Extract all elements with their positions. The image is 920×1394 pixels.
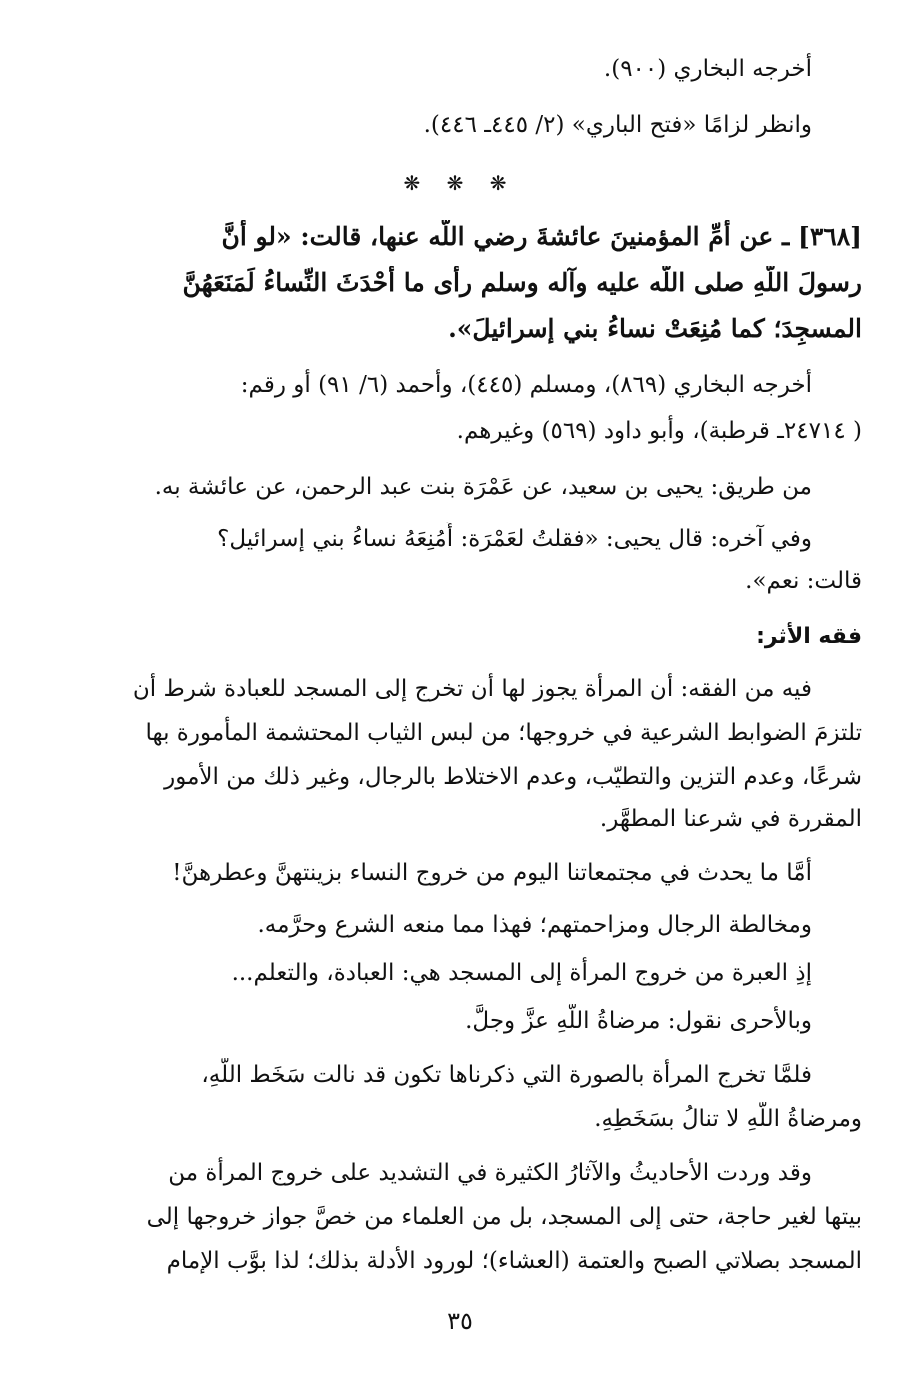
- paragraph-line: بيتها لغير حاجة، حتى إلى المسجد، بل من العلماء من خصَّ جواز خروجها إلى: [146, 1204, 862, 1230]
- paragraph-line: ومرضاةُ اللَّهِ لا تنالُ بسَخَطِهِ.: [594, 1106, 862, 1132]
- page-number: ٣٥: [447, 1307, 473, 1335]
- paragraph-line: فيه من الفقه: أن المرأة يجوز لها أن تخرج إلى المسجد للعبادة شرط أن: [132, 676, 812, 702]
- hadith-line: [٣٦٨] ـ عن أمِّ المؤمنينَ عائشةَ رضي اللَّه عنها، قالت: «لو أنَّ: [221, 222, 862, 251]
- paragraph-line: فلمَّا تخرج المرأة بالصورة التي ذكرناها تكون قد نالت سَخَط اللَّهِ،: [201, 1062, 812, 1088]
- paragraph-line: المسجد بصلاتي الصبح والعتمة (العشاء)؛ لورود الأدلة بذلك؛ لذا بوَّب الإمام: [166, 1248, 862, 1274]
- paragraph-line: وقد وردت الأحاديثُ والآثارُ الكثيرة في التشديد على خروج المرأة من: [168, 1160, 812, 1186]
- source-note: أخرجه البخاري (٩٠٠).: [603, 56, 812, 82]
- reference-note: وانظر لزامًا «فتح الباري» (٢/ ٤٤٥ـ ٤٤٦).: [423, 112, 812, 138]
- section-heading: فقه الأثر:: [756, 624, 862, 649]
- paragraph-line: إذِ العبرة من خروج المرأة إلى المسجد هي: العبادة، والتعلم...: [231, 960, 812, 986]
- narration-end-line: وفي آخره: قال يحيى: «فقلتُ لعَمْرَة: أَمُنِعَهُ نساءُ بني إسرائيل؟: [217, 526, 812, 552]
- isnad-line: من طريق: يحيى بن سعيد، عن عَمْرَة بنت عبد الرحمن، عن عائشة به.: [154, 474, 812, 500]
- paragraph-line: وبالأحرى نقول: مرضاةُ اللَّهِ عزَّ وجلَّ.: [465, 1008, 812, 1034]
- section-separator: ❋ ❋ ❋: [403, 171, 517, 195]
- paragraph-line: شرعًا، وعدم التزين والتطيّب، وعدم الاختلاط بالرجال، وغير ذلك من الأمور: [164, 764, 862, 790]
- takhrij-line: أخرجه البخاري (٨٦٩)، ومسلم (٤٤٥)، وأحمد (٦/ ٩١) أو رقم:: [240, 372, 812, 398]
- paragraph-line: أمَّا ما يحدث في مجتمعاتنا اليوم من خروج النساء بزينتهنَّ وعطرهنَّ!: [172, 860, 812, 886]
- hadith-line: رسولَ اللَّهِ صلى اللَّه عليه وآله وسلم رأى ما أَحْدَثَ النِّساءُ لَمَنَعَهُنَّ: [182, 268, 862, 297]
- narration-end-line: قالت: نعم».: [745, 568, 862, 594]
- paragraph-line: ومخالطة الرجال ومزاحمتهم؛ فهذا مما منعه الشرع وحرَّمه.: [257, 912, 812, 938]
- takhrij-line: ( ٢٤٧١٤ـ قرطبة)، وأبو داود (٥٦٩) وغيرهم.: [456, 418, 862, 444]
- hadith-line: المسجِدَ؛ كما مُنِعَتْ نساءُ بني إسرائيلَ».: [448, 314, 862, 343]
- paragraph-line: المقررة في شرعنا المطهَّر.: [599, 806, 862, 832]
- paragraph-line: تلتزمَ الضوابط الشرعية في خروجها؛ من لبس الثياب المحتشمة المأمورة بها: [145, 720, 862, 746]
